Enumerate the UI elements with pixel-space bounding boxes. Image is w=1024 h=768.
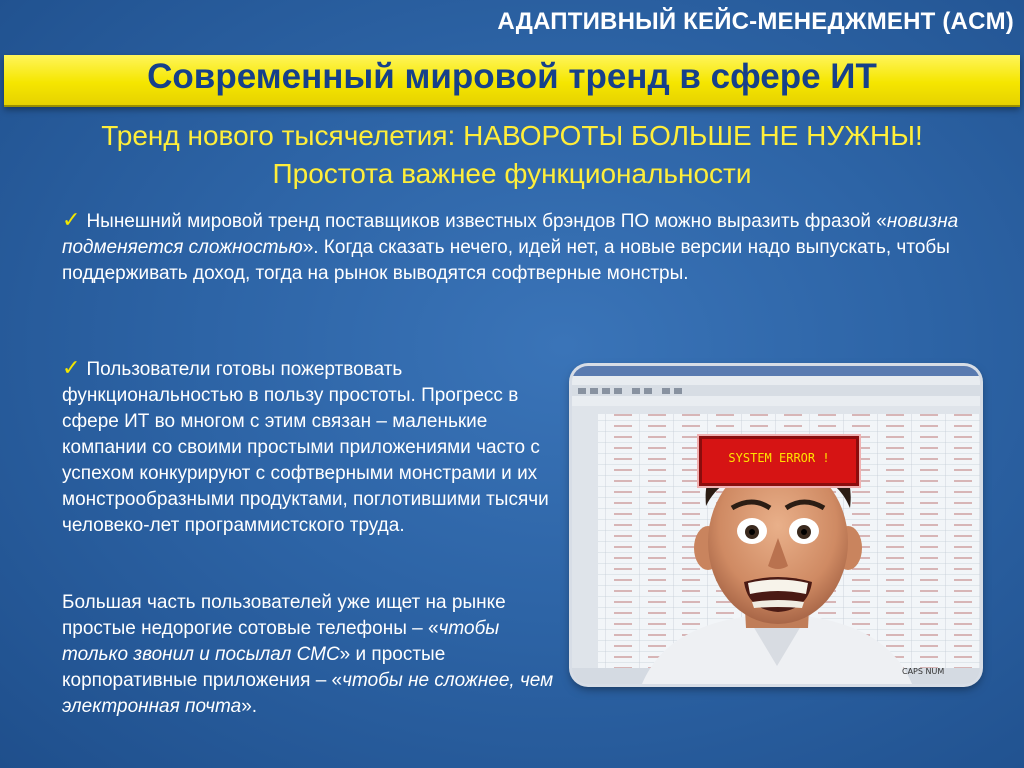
status-bar-text: CAPS NUM [902, 667, 945, 676]
checkmark-icon: ✓ [62, 207, 81, 232]
p3-text-a: Большая часть пользователей уже ищет на рынке простые недорогие сотовые телефоны – « [62, 592, 506, 639]
p1-emphasis: новизна подменяется сложностью [62, 211, 959, 258]
system-error-dialog [699, 436, 859, 486]
spreadsheet-illustration [572, 366, 980, 684]
p1-text-a: Нынешний мировой тренд поставщиков известных брэндов ПО можно выразить фразой « [86, 211, 887, 232]
slide-title: Современный мировой тренд в сфере ИТ [147, 57, 877, 96]
p3-emphasis-1: чтобы только звонил и посылал СМС [62, 618, 500, 665]
p3-emphasis-2: чтобы не сложнее, чем электронная почта [62, 670, 554, 717]
trend-heading [0, 117, 1024, 193]
title-banner [4, 55, 1020, 107]
p3-text-b: » и простые корпоративные приложения – « [62, 644, 446, 691]
p3-text-c: ». [241, 696, 258, 717]
trend-line-2: Простота важнее функциональности [272, 158, 752, 189]
paragraph-1 [62, 207, 982, 287]
p1-text-b: ». Когда сказать нечего, идей нет, а новые версии надо выпускать, чтобы поддерживать доход, тогда на рынок выводятся софтверные монстры. [62, 237, 950, 284]
header-title: АДАПТИВНЫЙ КЕЙС-МЕНЕДЖМЕНТ (ACM) [497, 8, 1014, 35]
checkmark-icon: ✓ [62, 355, 81, 380]
paragraph-3 [62, 590, 570, 720]
p2-text: Пользователи готовы пожертвовать функциональностью в пользу простоты. Прогресс в сфере ИТ во многом с этим связан – маленькие компании со своими простыми приложениями часто с успехом конкурируют с софтверными монстрами и их монстрообразными продуктами, поглотившими тысячи человеко-лет программистского труда. [62, 359, 549, 536]
system-error-text: SYSTEM ERROR ! [728, 451, 830, 465]
paragraph-2 [62, 355, 570, 539]
trend-line-1: Тренд нового тысячелетия: НАВОРОТЫ БОЛЬШЕ НЕ НУЖНЫ! [101, 120, 923, 151]
stressed-user-photo [572, 366, 980, 684]
